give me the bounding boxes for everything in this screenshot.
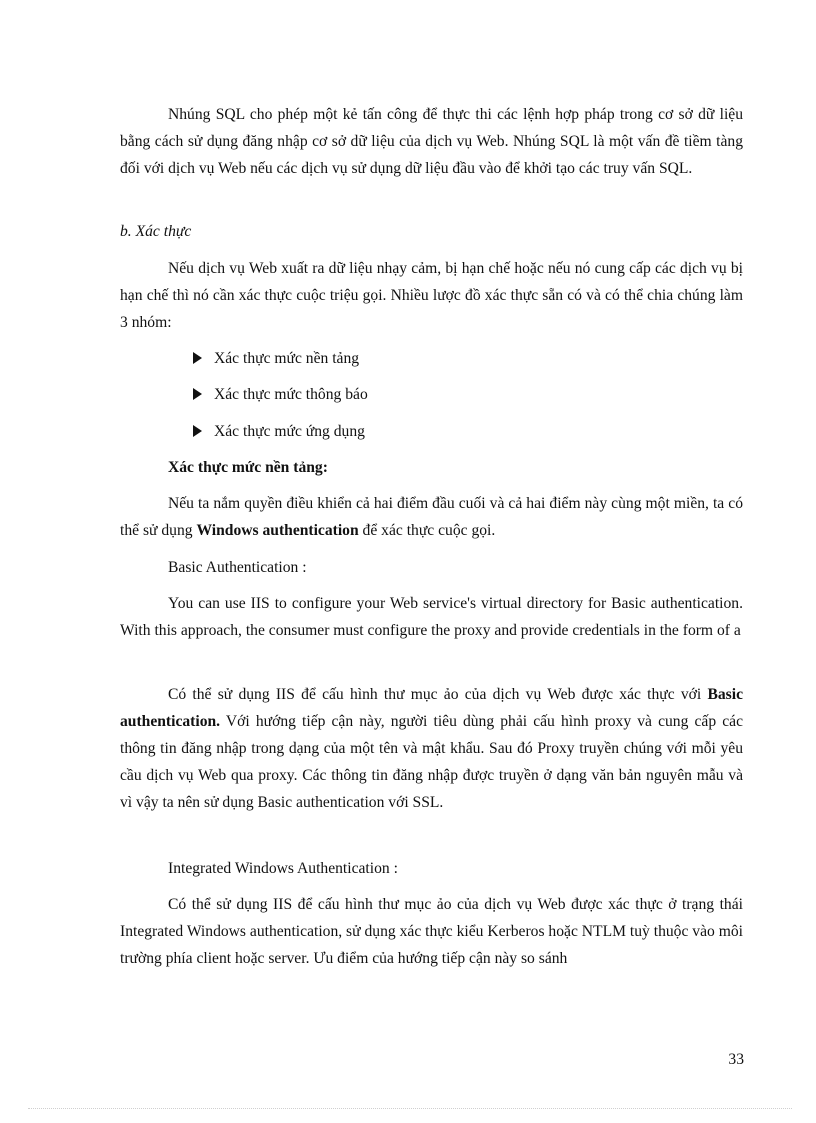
arrow-bullet-icon (193, 425, 202, 437)
page-bottom-divider (28, 1108, 792, 1109)
section-heading-b (120, 218, 743, 245)
bullet-item (193, 418, 365, 445)
bold-term: Basic authentication. (120, 686, 743, 730)
arrow-bullet-icon (193, 388, 202, 400)
bullet-item (193, 381, 368, 408)
paragraph-windows-auth (120, 490, 743, 544)
paragraph-basic-english (120, 590, 743, 644)
paragraph-text: Có thể sử dụng IIS để cấu hình thư mục ảo của dịch vụ Web được xác thực ở trạng thái Integrated Windows authentication, sử dụng xác thực kiểu Kerberos hoặc NTLM tuỳ thuộc vào môi trường phía client hoặc server. Ưu điểm của hướng tiếp cận này so sánh (120, 896, 743, 967)
label-basic-authentication (168, 554, 743, 581)
paragraph-text: Nhúng SQL cho phép một kẻ tấn công để thực thi các lệnh hợp pháp trong cơ sở dữ liệu bằng cách sử dụng đăng nhập cơ sở dữ liệu của dịch vụ Web. Nhúng SQL là một vấn đề tiềm tàng đối với dịch vụ Web nếu các dịch vụ sử dụng dữ liệu đầu vào để khởi tạo các truy vấn SQL. (120, 106, 743, 177)
bold-term: Windows authentication (196, 522, 359, 539)
bullet-label: Xác thực mức nền tảng (214, 350, 360, 367)
paragraph-text: You can use IIS to configure your Web service's virtual directory for Basic authentication. With this approach, the consumer must configure the proxy and provide credentials in the form of a (120, 595, 743, 639)
label-text: Basic Authentication : (168, 559, 307, 576)
subheading-text: Xác thực mức nền tảng: (168, 459, 328, 476)
paragraph-text (120, 490, 743, 544)
text-run: Có thể sử dụng IIS để cấu hình thư mục ảo của dịch vụ Web được xác thực với (168, 686, 708, 703)
heading-text: b. Xác thực (120, 223, 192, 240)
arrow-bullet-icon (193, 352, 202, 364)
bullet-label: Xác thực mức ứng dụng (214, 423, 365, 440)
paragraph-basic-vietnamese (120, 681, 743, 816)
paragraph-text: Nếu dịch vụ Web xuất ra dữ liệu nhạy cảm, bị hạn chế hoặc nếu nó cung cấp các dịch vụ bị hạn chế thì nó cần xác thực cuộc triệu gọi. Nhiều lược đồ xác thực sẵn có và có thể chia chúng làm 3 nhóm: (120, 260, 743, 331)
text-run: Nếu ta nắm quyền điều khiển cả hai điểm đầu cuối và cả hai điểm này cùng một miền, ta có thể sử dụng (120, 495, 743, 539)
label-integrated-windows-authentication (168, 855, 743, 882)
paragraph-authentication-intro (120, 255, 743, 336)
text-run: để xác thực cuộc gọi. (358, 522, 496, 539)
subheading-platform (168, 454, 743, 481)
bullet-item (193, 345, 359, 372)
text-run: Với hướng tiếp cận này, người tiêu dùng phải cấu hình proxy và cung cấp các thông tin đăng nhập trong dạng của một tên và mật khẩu. Sau đó Proxy truyền chúng với mỗi yêu cầu dịch vụ Web qua proxy. Các thông tin đăng nhập được truyền ở dạng văn bản nguyên mẫu và vì vậy ta nên sử dụng Basic authentication với SSL. (120, 713, 743, 811)
paragraph-sql-injection (120, 101, 743, 182)
label-text: Integrated Windows Authentication : (168, 860, 398, 877)
page-number: 33 (728, 1051, 744, 1068)
paragraph-text (120, 681, 743, 816)
bullet-label: Xác thực mức thông báo (214, 386, 368, 403)
paragraph-integrated-auth (120, 891, 743, 972)
